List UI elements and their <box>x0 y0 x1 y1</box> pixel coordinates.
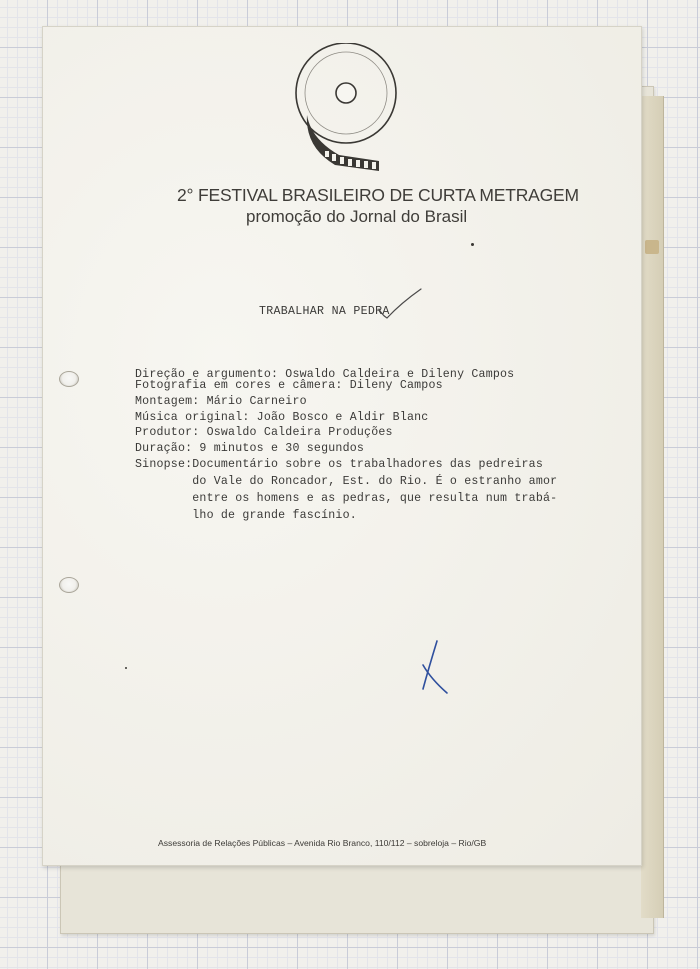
synopsis-line: entre os homens e as pedras, que resulta num trabá- <box>192 491 558 505</box>
synopsis <box>135 457 558 524</box>
film-title: TRABALHAR NA PEDRA <box>259 305 390 318</box>
punch-hole-bottom <box>59 577 79 593</box>
paper-clip-mark <box>645 240 659 254</box>
synopsis-label: Sinopse: <box>135 457 193 471</box>
credit-photography: Fotografia em cores e câmera: Dileny Campos <box>135 379 443 393</box>
handwritten-check-mark-icon <box>365 285 425 325</box>
credits-block <box>135 368 558 524</box>
ink-speck <box>125 667 127 669</box>
synopsis-text <box>192 456 557 524</box>
footer-address: Assessoria de Relações Públicas – Avenida Rio Branco, 110/112 – sobreloja – Rio/GB <box>158 838 487 848</box>
punch-hole-top <box>59 371 79 387</box>
synopsis-line: lho de grande fascínio. <box>192 508 357 522</box>
ink-speck <box>471 243 474 246</box>
back-sheet-edge <box>641 96 664 918</box>
festival-subtitle: promoção do Jornal do Brasil <box>246 207 468 226</box>
credit-duration: Duração: 9 minutos e 30 segundos <box>135 441 365 455</box>
synopsis-line: Documentário sobre os trabalhadores das pedreiras <box>192 457 543 471</box>
film-reel-logo-icon <box>291 43 401 175</box>
handwritten-x-mark-icon <box>417 639 451 695</box>
document-page <box>42 26 642 866</box>
credit-editing: Montagem: Mário Carneiro <box>135 394 307 408</box>
credit-direction: Direção e argumento: Oswaldo Caldeira e Dileny Campos <box>135 368 515 381</box>
festival-title: 2° FESTIVAL BRASILEIRO DE CURTA METRAGEM <box>177 185 579 205</box>
credit-producer: Produtor: Oswaldo Caldeira Produções <box>135 426 393 440</box>
synopsis-line: do Vale do Roncador, Est. do Rio. É o estranho amor <box>192 474 558 488</box>
credit-music: Música original: João Bosco e Aldir Blanc <box>135 410 429 424</box>
